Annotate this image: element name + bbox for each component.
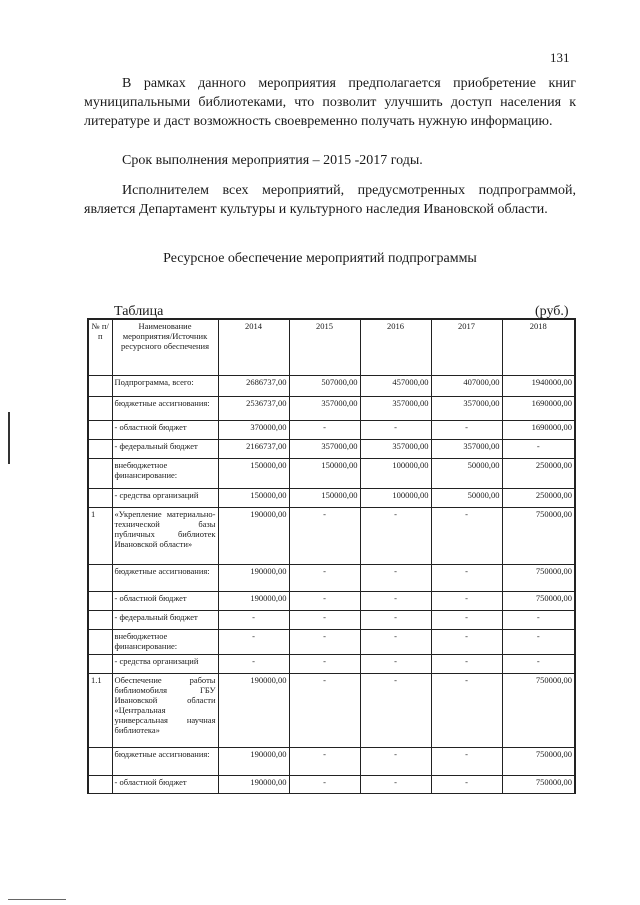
value-cell: 750000,00 xyxy=(502,747,575,775)
value-cell: - xyxy=(431,610,502,629)
row-number xyxy=(88,591,112,610)
value-cell: 1940000,00 xyxy=(502,375,575,396)
row-number xyxy=(88,458,112,488)
row-name: - федеральный бюджет xyxy=(112,439,218,458)
value-cell: 357000,00 xyxy=(360,396,431,420)
page-number: 131 xyxy=(550,50,570,65)
value-cell: 2536737,00 xyxy=(218,396,289,420)
value-cell: 190000,00 xyxy=(218,673,289,747)
row-number xyxy=(88,775,112,793)
value-cell: - xyxy=(502,439,575,458)
value-cell: 250000,00 xyxy=(502,458,575,488)
value-cell: - xyxy=(289,775,360,793)
value-cell: - xyxy=(431,747,502,775)
value-cell: - xyxy=(360,747,431,775)
table-row xyxy=(88,420,575,439)
value-cell: - xyxy=(360,610,431,629)
value-cell: 100000,00 xyxy=(360,488,431,507)
table-row xyxy=(88,396,575,420)
value-cell: - xyxy=(502,610,575,629)
header-year-2016: 2016 xyxy=(360,319,431,375)
value-cell: 100000,00 xyxy=(360,458,431,488)
value-cell: - xyxy=(289,673,360,747)
value-cell: - xyxy=(431,507,502,564)
value-cell: 2166737,00 xyxy=(218,439,289,458)
value-cell: 750000,00 xyxy=(502,591,575,610)
value-cell: 190000,00 xyxy=(218,775,289,793)
unit-label: (руб.) xyxy=(535,304,569,319)
row-name: бюджетные ассигнования: xyxy=(112,747,218,775)
header-year-2015: 2015 xyxy=(289,319,360,375)
value-cell: - xyxy=(360,564,431,591)
value-cell: - xyxy=(431,564,502,591)
value-cell: 357000,00 xyxy=(289,439,360,458)
row-number xyxy=(88,564,112,591)
footer-rule xyxy=(8,899,66,900)
row-name: - областной бюджет xyxy=(112,420,218,439)
table-row xyxy=(88,488,575,507)
row-name: - средства организаций xyxy=(112,488,218,507)
row-name: внебюджетное финансирование: xyxy=(112,629,218,654)
row-number xyxy=(88,629,112,654)
value-cell: 750000,00 xyxy=(502,507,575,564)
table-row xyxy=(88,439,575,458)
row-number xyxy=(88,420,112,439)
table-row xyxy=(88,747,575,775)
value-cell: - xyxy=(360,654,431,673)
header-year-2018: 2018 xyxy=(502,319,575,375)
value-cell: - xyxy=(289,629,360,654)
resource-table xyxy=(87,318,576,794)
value-cell: - xyxy=(360,673,431,747)
value-cell: 357000,00 xyxy=(431,439,502,458)
paragraph-deadline: Срок выполнения мероприятия – 2015 -2017 годы. xyxy=(122,153,423,168)
value-cell: - xyxy=(289,654,360,673)
row-name: внебюджетное финансирование: xyxy=(112,458,218,488)
table-row xyxy=(88,775,575,793)
value-cell: 150000,00 xyxy=(289,458,360,488)
table-row xyxy=(88,591,575,610)
row-number xyxy=(88,610,112,629)
value-cell: 357000,00 xyxy=(360,439,431,458)
row-number: 1 xyxy=(88,507,112,564)
value-cell: - xyxy=(289,610,360,629)
value-cell: 190000,00 xyxy=(218,507,289,564)
row-number xyxy=(88,747,112,775)
paragraph-book-purchase: В рамках данного мероприятия предполагается приобретение книг муниципальными библиотеками, что позволит улучшить доступ населения к литературе и даст возможность своевременно получать нужную информацию. xyxy=(84,76,576,129)
value-cell: - xyxy=(360,775,431,793)
table-body xyxy=(88,375,575,793)
value-cell: 190000,00 xyxy=(218,747,289,775)
value-cell: - xyxy=(502,654,575,673)
header-name: Наименование мероприятия/Источник ресурсного обеспечения xyxy=(112,319,218,375)
header-year-2017: 2017 xyxy=(431,319,502,375)
value-cell: - xyxy=(431,629,502,654)
value-cell: - xyxy=(360,420,431,439)
value-cell: - xyxy=(218,610,289,629)
value-cell: 2686737,00 xyxy=(218,375,289,396)
value-cell: 507000,00 xyxy=(289,375,360,396)
value-cell: - xyxy=(289,507,360,564)
value-cell: - xyxy=(431,591,502,610)
value-cell: - xyxy=(360,591,431,610)
value-cell: 457000,00 xyxy=(360,375,431,396)
table-row xyxy=(88,458,575,488)
value-cell: - xyxy=(502,629,575,654)
row-number xyxy=(88,396,112,420)
row-number xyxy=(88,654,112,673)
table-header-row xyxy=(88,319,575,375)
row-name: - областной бюджет xyxy=(112,775,218,793)
row-name: - федеральный бюджет xyxy=(112,610,218,629)
table-caption: Таблица xyxy=(114,304,164,319)
value-cell: - xyxy=(289,420,360,439)
row-name: - областной бюджет xyxy=(112,591,218,610)
value-cell: 407000,00 xyxy=(431,375,502,396)
header-year-2014: 2014 xyxy=(218,319,289,375)
value-cell: - xyxy=(431,673,502,747)
value-cell: - xyxy=(218,654,289,673)
value-cell: 250000,00 xyxy=(502,488,575,507)
value-cell: - xyxy=(431,654,502,673)
value-cell: 750000,00 xyxy=(502,564,575,591)
value-cell: 1690000,00 xyxy=(502,420,575,439)
header-num: № п/п xyxy=(88,319,112,375)
value-cell: - xyxy=(289,747,360,775)
value-cell: - xyxy=(218,629,289,654)
table-row xyxy=(88,564,575,591)
value-cell: 150000,00 xyxy=(218,458,289,488)
value-cell: 50000,00 xyxy=(431,488,502,507)
value-cell: 750000,00 xyxy=(502,775,575,793)
value-cell: - xyxy=(289,591,360,610)
value-cell: 190000,00 xyxy=(218,564,289,591)
row-name: Обеспечение работы библиомобиля ГБУ Ивановской области «Центральная универсальная научная библиотека» xyxy=(112,673,218,747)
value-cell: 370000,00 xyxy=(218,420,289,439)
value-cell: 190000,00 xyxy=(218,591,289,610)
row-number: 1.1 xyxy=(88,673,112,747)
row-number xyxy=(88,375,112,396)
value-cell: - xyxy=(360,629,431,654)
value-cell: 750000,00 xyxy=(502,673,575,747)
table-row xyxy=(88,629,575,654)
value-cell: 150000,00 xyxy=(218,488,289,507)
table-row xyxy=(88,673,575,747)
row-name: - средства организаций xyxy=(112,654,218,673)
value-cell: 50000,00 xyxy=(431,458,502,488)
value-cell: - xyxy=(360,507,431,564)
table-row xyxy=(88,507,575,564)
value-cell: - xyxy=(431,420,502,439)
row-name: бюджетные ассигнования: xyxy=(112,396,218,420)
row-name: бюджетные ассигнования: xyxy=(112,564,218,591)
value-cell: 357000,00 xyxy=(431,396,502,420)
value-cell: 357000,00 xyxy=(289,396,360,420)
row-number xyxy=(88,439,112,458)
table-row xyxy=(88,375,575,396)
paragraph-executor: Исполнителем всех мероприятий, предусмотренных подпрограммой, является Департамент культуры и культурного наследия Ивановской области. xyxy=(84,183,576,217)
row-name: Подпрограмма, всего: xyxy=(112,375,218,396)
table-row xyxy=(88,654,575,673)
value-cell: 1690000,00 xyxy=(502,396,575,420)
value-cell: - xyxy=(431,775,502,793)
table-row xyxy=(88,610,575,629)
margin-mark xyxy=(8,412,10,464)
row-name: «Укрепление материально-технической базы публичных библиотек Ивановской области» xyxy=(112,507,218,564)
value-cell: - xyxy=(289,564,360,591)
row-number xyxy=(88,488,112,507)
value-cell: 150000,00 xyxy=(289,488,360,507)
section-title: Ресурсное обеспечение мероприятий подпрограммы xyxy=(163,251,477,266)
